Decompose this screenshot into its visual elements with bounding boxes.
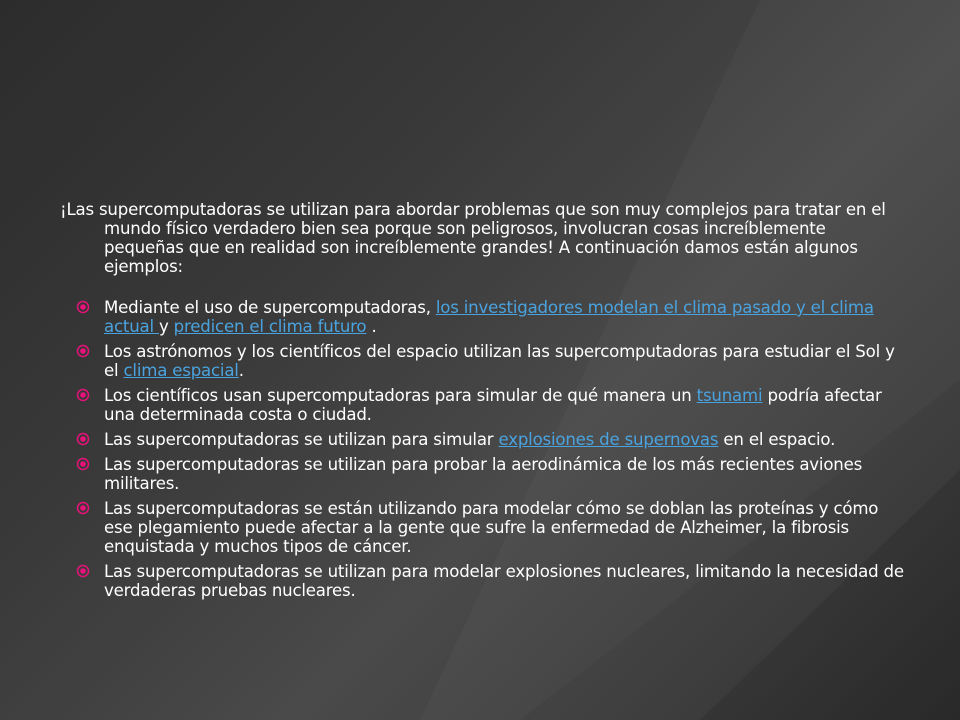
item-text: podría afectar una determinada costa o ciudad. — [104, 386, 882, 424]
link-clima-espacial[interactable]: clima espacial — [123, 361, 239, 380]
bullet-list — [60, 298, 905, 600]
link-explosiones-supernovas[interactable]: explosiones de supernovas — [498, 430, 719, 449]
link-clima-futuro[interactable]: predicen el clima futuro — [173, 317, 367, 336]
bullet-icon — [76, 432, 90, 446]
item-text: Los astrónomos y los científicos del espacio utilizan las supercomputadoras para estudiar el Sol y el — [104, 342, 895, 380]
list-item — [60, 342, 905, 380]
item-text: en el espacio. — [718, 430, 836, 449]
item-text: . — [238, 361, 244, 380]
bullet-icon — [76, 564, 90, 578]
item-text: . — [366, 317, 377, 336]
link-tsunami[interactable]: tsunami — [696, 386, 763, 405]
link-clima-pasado-actual[interactable]: los investigadores modelan el clima pasado y el clima actual — [104, 298, 874, 336]
list-item — [60, 499, 905, 556]
item-text: Las supercomputadoras se están utilizando para modelar cómo se doblan las proteínas y cómo ese plegamiento puede afectar a la gente que sufre la enfermedad de Alzheimer, la fibrosis enquistada y muchos tipos de cáncer. — [104, 499, 879, 556]
item-text: Las supercomputadoras se utilizan para modelar explosiones nucleares, limitando la necesidad de verdaderas pruebas nucleares. — [104, 562, 904, 600]
list-item — [60, 562, 905, 600]
item-text: Mediante el uso de supercomputadoras, — [104, 298, 436, 317]
intro-paragraph: ¡Las supercomputadoras se utilizan para abordar problemas que son muy complejos para tratar en el mundo físico verdadero bien sea porque son peligrosos, involucran cosas increíblemente pequeñas que en realidad son increíblemente grandes! A continuación damos están algunos ejemplos: — [60, 200, 886, 276]
list-item — [60, 386, 905, 424]
bullet-icon — [76, 344, 90, 358]
bullet-icon — [76, 501, 90, 515]
bullet-icon — [76, 300, 90, 314]
bullet-icon — [76, 388, 90, 402]
list-item — [60, 455, 905, 493]
item-text: y — [158, 317, 174, 336]
list-item — [60, 298, 905, 336]
list-item — [60, 430, 905, 449]
slide-content — [60, 200, 905, 606]
item-text: Las supercomputadoras se utilizan para simular — [104, 430, 499, 449]
bullet-icon — [76, 457, 90, 471]
item-text: Los científicos usan supercomputadoras para simular de qué manera un — [104, 386, 697, 405]
item-text: Las supercomputadoras se utilizan para probar la aerodinámica de los más recientes aviones militares. — [104, 455, 863, 493]
